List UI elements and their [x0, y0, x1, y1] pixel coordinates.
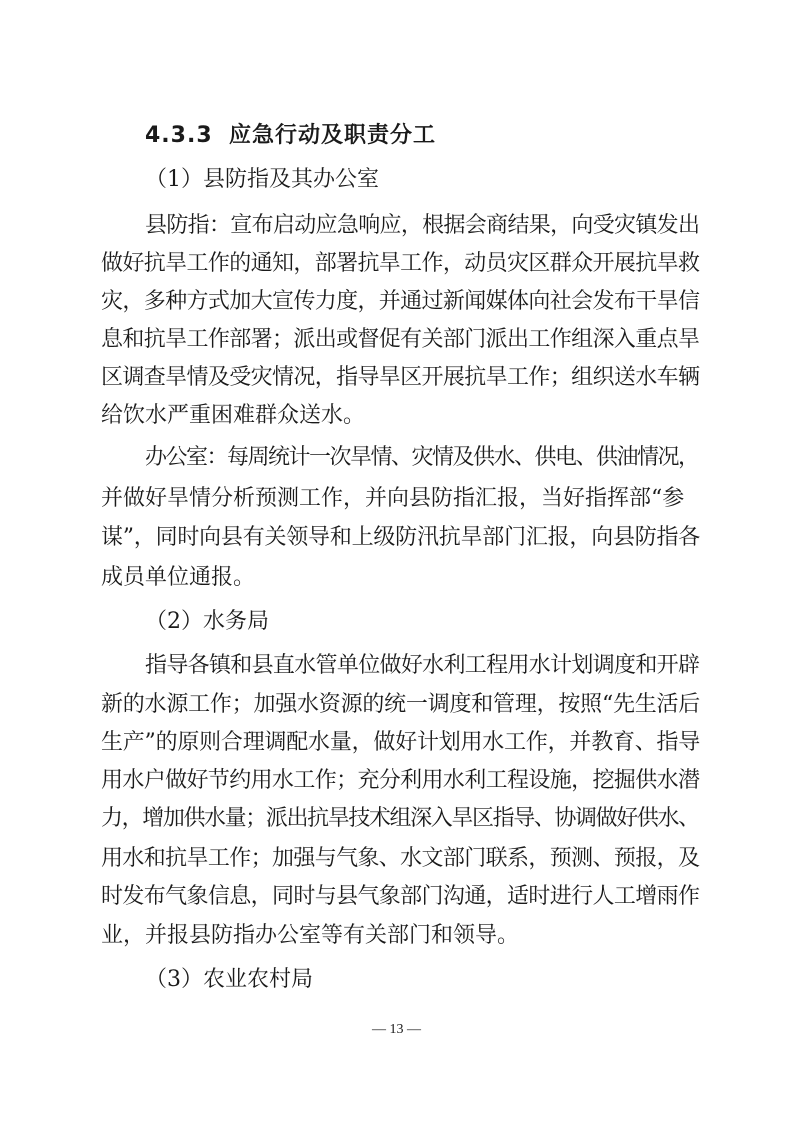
paragraph-line: 业，并报县防指办公室等有关部门和领导。: [101, 923, 520, 948]
subheading-water-bureau: （2）水务局: [145, 609, 269, 634]
subheading-county-office: （1）县防指及其办公室: [145, 167, 379, 192]
paragraph-line: 用水和抗旱工作；加强与气象、水文部门联系，预测、预报，及: [101, 846, 700, 871]
paragraph-line: 给饮水严重困难群众送水。: [101, 403, 366, 428]
paragraph-line: 并做好旱情分析预测工作，并向县防指汇报，当好指挥部“参: [101, 486, 685, 511]
paragraph-line: 力，增加供水量；派出抗旱技术组深入旱区指导、协调做好供水、: [101, 806, 699, 831]
paragraph-line: 指导各镇和县直水管单位做好水利工程用水计划调度和开辟: [145, 653, 700, 678]
paragraph-line: 生产”的原则合理调配水量，做好计划用水工作，并教育、指导: [101, 730, 701, 755]
page-number: — 13 —: [372, 1022, 421, 1037]
paragraph-line: 用水户做好节约用水工作；充分利用水利工程设施，挖掘供水潜: [101, 768, 700, 793]
section-heading: [145, 118, 436, 149]
paragraph-line: 成员单位通报。: [101, 565, 256, 590]
subheading-agriculture-bureau: （3）农业农村局: [145, 967, 313, 992]
paragraph-line: 谋”，同时向县有关领导和上级防汛抗旱部门汇报，向县防指各: [101, 525, 701, 550]
paragraph-line: 新的水源工作；加强水资源的统一调度和管理，按照“先生活后: [101, 692, 701, 717]
paragraph-line: 做好抗旱工作的通知，部署抗旱工作，动员灾区群众开展抗旱救: [101, 251, 700, 276]
paragraph-line: 时发布气象信息，同时与县气象部门沟通，适时进行人工增雨作: [101, 884, 700, 909]
paragraph-line: 息和抗旱工作部署；派出或督促有关部门派出工作组深入重点旱: [101, 327, 700, 352]
paragraph-line: 灾，多种方式加大宣传力度，并通过新闻媒体向社会发布干旱信: [101, 289, 700, 314]
paragraph-line: 县防指：宣布启动应急响应，根据会商结果，向受灾镇发出: [145, 213, 700, 238]
paragraph-line: 办公室：每周统计一次旱情、灾情及供水、供电、供油情况，: [145, 445, 699, 470]
paragraph-line: 区调查旱情及受灾情况，指导旱区开展抗旱工作；组织送水车辆: [101, 365, 700, 390]
section-number: 4.3.3: [145, 123, 213, 148]
section-title: 应急行动及职责分工: [229, 123, 437, 148]
